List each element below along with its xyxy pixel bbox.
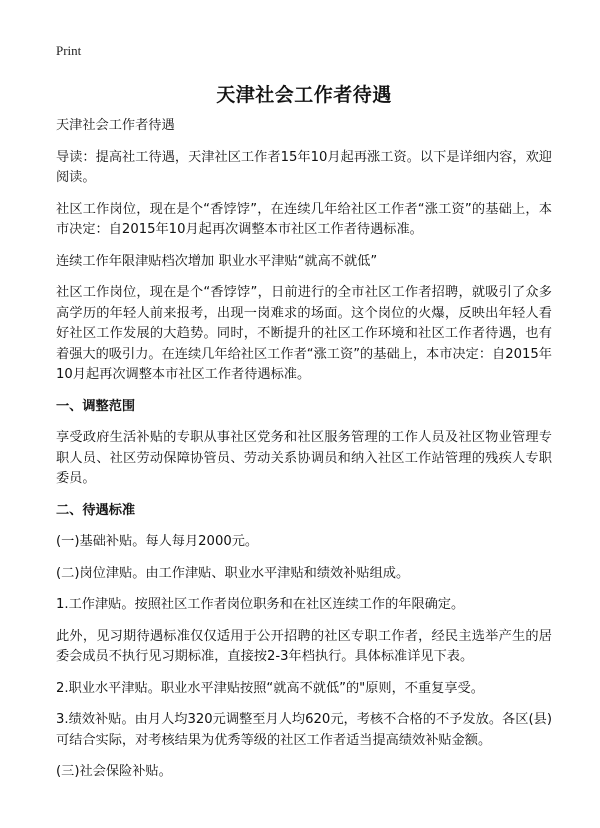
standard-item: 3.绩效补贴。由月人均320元调整至月人均620元，考核不合格的不予发放。各区(县)可结合实际，对考核结果为优秀等级的社区工作者适当提高绩效补贴金额。 [56,712,552,748]
standard-item: (二)岗位津贴。由工作津贴、职业水平津贴和绩效补贴组成。 [56,565,410,581]
standard-item: 1.工作津贴。按照社区工作者岗位职务和在社区连续工作的年限确定。 [56,597,465,612]
standard-item: (三)社会保险补贴。 [56,764,172,779]
subheading-paragraph: 连续工作年限津贴档次增加 职业水平津贴“就高不就低” [56,253,378,269]
section-heading-scope: 一、调整范围 [56,398,136,414]
standard-item: (一)基础补贴。每人每月2000元。 [56,534,259,549]
page-title: 天津社会工作者待遇 [216,84,392,106]
body-paragraph: 社区工作岗位，现在是个“香饽饽”，在连续几年给社区工作者“涨工资”的基础上，本市决定：自2015年10月起再次调整本市社区工作者待遇标准。 [56,201,552,237]
print-link[interactable]: Print [56,43,82,58]
scope-paragraph: 享受政府生活补贴的专职从事社区党务和社区服务管理的工作人员及社区物业管理专职人员、社区劳动保障协管员、劳动关系协调员和纳入社区工作站管理的残疾人专职委员。 [56,430,552,486]
standard-item: 此外，见习期待遇标准仅仅适用于公开招聘的社区专职工作者，经民主选举产生的居委会成员不执行见习期标准，直接按2-3年档执行。具体标准详见下表。 [56,628,552,664]
body-paragraph: 社区工作岗位，现在是个“香饽饽”，日前进行的全市社区工作者招聘，就吸引了众多高学历的年轻人前来报考，出现一岗难求的场面。这个岗位的火爆，反映出年轻人看好社区工作发展的大趋势。同时，不断提升的社区工作环境和社区工作者待遇，也有着强大的吸引力。在连续几年给社区工作者“涨工资”的基础上，本市决定：自2015年10月起再次调整本市社区工作者待遇标准。 [56,285,552,382]
standard-item: 2.职业水平津贴。职业水平津贴按照“就高不就低”的"原则，不重复享受。 [56,680,484,696]
intro-paragraph: 导读：提高社工待遇，天津社区工作者15年10月起再涨工资。以下是详细内容，欢迎阅读。 [56,149,552,185]
article-body [56,116,552,783]
section-heading-standards: 二、待遇标准 [56,502,136,518]
article-subtitle: 天津社会工作者待遇 [56,118,175,133]
